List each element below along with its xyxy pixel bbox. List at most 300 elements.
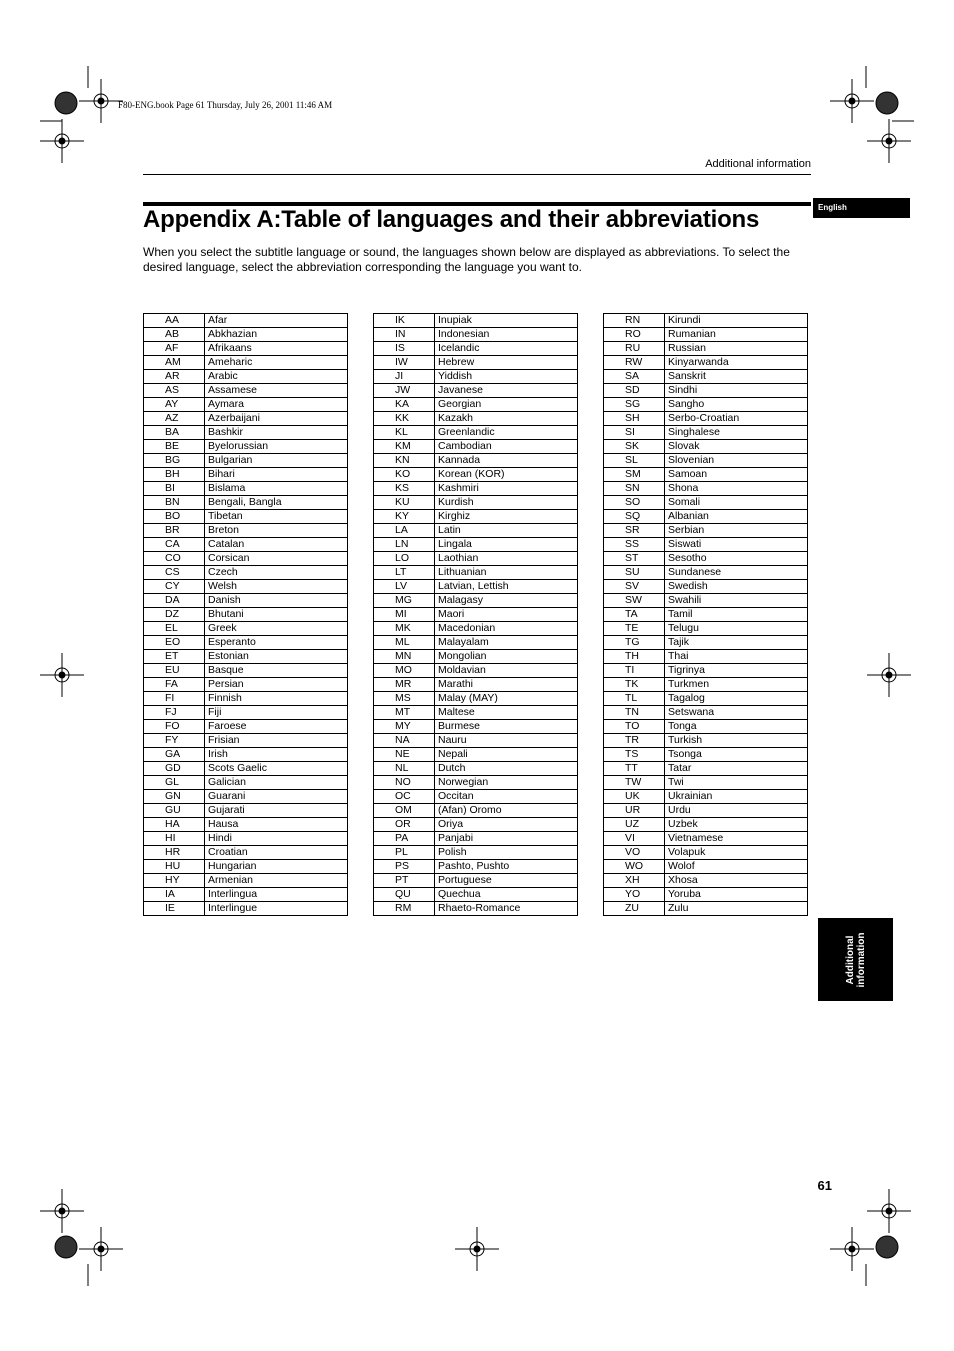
language-name: Twi <box>665 776 808 790</box>
language-name: Mongolian <box>435 650 578 664</box>
language-name: Sanskrit <box>665 370 808 384</box>
language-code: DZ <box>144 608 205 622</box>
language-name: Fiji <box>205 706 348 720</box>
language-name: Tagalog <box>665 692 808 706</box>
language-name: Kirghiz <box>435 510 578 524</box>
table-row <box>374 692 578 706</box>
table-row <box>604 594 808 608</box>
language-code: BE <box>144 440 205 454</box>
language-code: CA <box>144 538 205 552</box>
language-name: Russian <box>665 342 808 356</box>
language-code: AZ <box>144 412 205 426</box>
language-name: Galician <box>205 776 348 790</box>
table-row <box>604 888 808 902</box>
language-name: Wolof <box>665 860 808 874</box>
table-row <box>604 664 808 678</box>
language-name: Sesotho <box>665 552 808 566</box>
table-row <box>374 678 578 692</box>
language-name: Albanian <box>665 510 808 524</box>
language-code: LN <box>374 538 435 552</box>
language-name: Faroese <box>205 720 348 734</box>
language-code: UZ <box>604 818 665 832</box>
language-name: Rhaeto-Romance <box>435 902 578 916</box>
table-row <box>374 902 578 916</box>
language-name: Swahili <box>665 594 808 608</box>
table-row <box>144 384 348 398</box>
table-row <box>144 510 348 524</box>
language-code: DA <box>144 594 205 608</box>
table-row <box>144 538 348 552</box>
language-name: Yoruba <box>665 888 808 902</box>
language-name: Greek <box>205 622 348 636</box>
table-row <box>604 734 808 748</box>
language-code: EO <box>144 636 205 650</box>
table-row <box>604 510 808 524</box>
language-name: Indonesian <box>435 328 578 342</box>
language-name: Esperanto <box>205 636 348 650</box>
language-code: VO <box>604 846 665 860</box>
language-code: TE <box>604 622 665 636</box>
table-row <box>604 902 808 916</box>
table-row <box>144 860 348 874</box>
language-name: Telugu <box>665 622 808 636</box>
table-row <box>144 678 348 692</box>
table-row <box>144 762 348 776</box>
language-name: Lithuanian <box>435 566 578 580</box>
table-row <box>604 874 808 888</box>
language-code: NO <box>374 776 435 790</box>
language-code: PL <box>374 846 435 860</box>
language-code: NL <box>374 762 435 776</box>
language-name: Oriya <box>435 818 578 832</box>
language-name: Byelorussian <box>205 440 348 454</box>
language-code: RW <box>604 356 665 370</box>
language-code: FI <box>144 692 205 706</box>
language-name: Hebrew <box>435 356 578 370</box>
language-name: Malayalam <box>435 636 578 650</box>
language-code: GA <box>144 748 205 762</box>
language-code: TR <box>604 734 665 748</box>
table-row <box>604 552 808 566</box>
table-row <box>374 748 578 762</box>
table-row <box>144 608 348 622</box>
language-code: SH <box>604 412 665 426</box>
table-row <box>144 342 348 356</box>
language-code: LA <box>374 524 435 538</box>
table-row <box>604 692 808 706</box>
language-code: SQ <box>604 510 665 524</box>
language-code: GN <box>144 790 205 804</box>
table-row <box>374 776 578 790</box>
table-row <box>374 580 578 594</box>
language-name: Hungarian <box>205 860 348 874</box>
table-row <box>374 398 578 412</box>
table-row <box>374 860 578 874</box>
language-name: Tatar <box>665 762 808 776</box>
language-code: SR <box>604 524 665 538</box>
language-code: LT <box>374 566 435 580</box>
language-name: Panjabi <box>435 832 578 846</box>
language-code: AS <box>144 384 205 398</box>
language-code: AF <box>144 342 205 356</box>
language-name: Moldavian <box>435 664 578 678</box>
table-row <box>604 342 808 356</box>
table-row <box>144 370 348 384</box>
table-row <box>374 566 578 580</box>
table-row <box>374 496 578 510</box>
language-code: MS <box>374 692 435 706</box>
language-code: IK <box>374 314 435 328</box>
language-code: AM <box>144 356 205 370</box>
language-code: RM <box>374 902 435 916</box>
table-row <box>374 314 578 328</box>
table-row <box>144 748 348 762</box>
language-code: ET <box>144 650 205 664</box>
table-row <box>374 412 578 426</box>
language-code: SN <box>604 482 665 496</box>
language-code: BG <box>144 454 205 468</box>
table-row <box>374 762 578 776</box>
table-row <box>604 650 808 664</box>
language-name: Frisian <box>205 734 348 748</box>
language-code: TH <box>604 650 665 664</box>
language-name: Bhutani <box>205 608 348 622</box>
section-header: Additional information <box>705 158 811 170</box>
table-row <box>144 454 348 468</box>
language-code: IS <box>374 342 435 356</box>
language-code: CO <box>144 552 205 566</box>
table-row <box>374 384 578 398</box>
language-code: SG <box>604 398 665 412</box>
language-code: MI <box>374 608 435 622</box>
language-name: Cambodian <box>435 440 578 454</box>
table-row <box>374 664 578 678</box>
language-code: PA <box>374 832 435 846</box>
language-name: Sindhi <box>665 384 808 398</box>
table-row <box>374 426 578 440</box>
language-code: SD <box>604 384 665 398</box>
language-table-2 <box>373 313 578 916</box>
language-code: OM <box>374 804 435 818</box>
language-code: CS <box>144 566 205 580</box>
language-name: Catalan <box>205 538 348 552</box>
language-name: Lingala <box>435 538 578 552</box>
language-code: HA <box>144 818 205 832</box>
table-row <box>604 314 808 328</box>
language-name: Armenian <box>205 874 348 888</box>
language-code: MO <box>374 664 435 678</box>
registration-disc <box>876 92 898 114</box>
language-code: SU <box>604 566 665 580</box>
language-code: LO <box>374 552 435 566</box>
intro-paragraph: When you select the subtitle language or sound, the languages shown below are displayed as abbreviations. To select the desired language, select the abbreviation corresponding the language you want to. <box>143 245 790 274</box>
language-name: Slovak <box>665 440 808 454</box>
language-tab: English <box>813 198 910 218</box>
table-row <box>144 622 348 636</box>
table-row <box>374 510 578 524</box>
language-name: Pashto, Pushto <box>435 860 578 874</box>
table-row <box>374 482 578 496</box>
table-row <box>374 608 578 622</box>
language-name: Scots Gaelic <box>205 762 348 776</box>
language-name: Icelandic <box>435 342 578 356</box>
language-name: Latin <box>435 524 578 538</box>
language-name: Urdu <box>665 804 808 818</box>
table-row <box>604 454 808 468</box>
table-row <box>374 454 578 468</box>
language-code: BO <box>144 510 205 524</box>
language-name: Slovenian <box>665 454 808 468</box>
language-name: Bislama <box>205 482 348 496</box>
language-name: Assamese <box>205 384 348 398</box>
language-code: SK <box>604 440 665 454</box>
language-code: TK <box>604 678 665 692</box>
table-row <box>374 552 578 566</box>
table-row <box>604 538 808 552</box>
table-row <box>604 468 808 482</box>
table-row <box>374 804 578 818</box>
table-row <box>374 720 578 734</box>
language-code: LV <box>374 580 435 594</box>
language-code: KO <box>374 468 435 482</box>
language-code: SS <box>604 538 665 552</box>
language-code: SW <box>604 594 665 608</box>
language-name: Kannada <box>435 454 578 468</box>
language-name: Interlingua <box>205 888 348 902</box>
language-name: Croatian <box>205 846 348 860</box>
language-name: Hindi <box>205 832 348 846</box>
language-name: Maori <box>435 608 578 622</box>
language-name: Nauru <box>435 734 578 748</box>
table-row <box>144 874 348 888</box>
language-code: ZU <box>604 902 665 916</box>
language-name: Setswana <box>665 706 808 720</box>
language-code: BI <box>144 482 205 496</box>
language-name: Bashkir <box>205 426 348 440</box>
table-row <box>604 720 808 734</box>
language-name: Xhosa <box>665 874 808 888</box>
table-row <box>604 524 808 538</box>
table-row <box>144 832 348 846</box>
language-code: PT <box>374 874 435 888</box>
language-name: Burmese <box>435 720 578 734</box>
language-code: TA <box>604 608 665 622</box>
table-row <box>604 762 808 776</box>
table-row <box>374 650 578 664</box>
language-name: Volapuk <box>665 846 808 860</box>
table-row <box>604 636 808 650</box>
table-row <box>604 706 808 720</box>
language-code: SL <box>604 454 665 468</box>
language-name: Kurdish <box>435 496 578 510</box>
language-code: IE <box>144 902 205 916</box>
language-code: SM <box>604 468 665 482</box>
language-code: NE <box>374 748 435 762</box>
language-name: Afar <box>205 314 348 328</box>
language-name: Uzbek <box>665 818 808 832</box>
table-row <box>374 468 578 482</box>
language-code: ST <box>604 552 665 566</box>
language-name: Somali <box>665 496 808 510</box>
language-code: ML <box>374 636 435 650</box>
language-code: FO <box>144 720 205 734</box>
language-name: Maltese <box>435 706 578 720</box>
language-name: Finnish <box>205 692 348 706</box>
table-row <box>604 384 808 398</box>
language-name: Tonga <box>665 720 808 734</box>
language-code: QU <box>374 888 435 902</box>
language-name: Samoan <box>665 468 808 482</box>
language-name: Vietnamese <box>665 832 808 846</box>
table-row <box>604 860 808 874</box>
language-code: MG <box>374 594 435 608</box>
language-name: Bulgarian <box>205 454 348 468</box>
language-code: RO <box>604 328 665 342</box>
table-row <box>144 440 348 454</box>
table-row <box>144 720 348 734</box>
language-name: Turkish <box>665 734 808 748</box>
page-title: Appendix A:Table of languages and their abbreviations <box>143 206 760 233</box>
table-row <box>374 706 578 720</box>
language-code: KA <box>374 398 435 412</box>
header-rule <box>143 174 811 175</box>
language-name: Azerbaijani <box>205 412 348 426</box>
language-name: Sangho <box>665 398 808 412</box>
table-row <box>604 678 808 692</box>
language-code: SI <box>604 426 665 440</box>
language-name: Rumanian <box>665 328 808 342</box>
language-name: Afrikaans <box>205 342 348 356</box>
language-name: Tajik <box>665 636 808 650</box>
table-row <box>604 440 808 454</box>
table-row <box>144 692 348 706</box>
table-row <box>374 818 578 832</box>
language-code: BA <box>144 426 205 440</box>
language-name: Inupiak <box>435 314 578 328</box>
table-row <box>144 636 348 650</box>
table-row <box>374 846 578 860</box>
language-code: TL <box>604 692 665 706</box>
language-name: Irish <box>205 748 348 762</box>
table-row <box>374 440 578 454</box>
language-code: RN <box>604 314 665 328</box>
table-row <box>604 608 808 622</box>
table-row <box>604 804 808 818</box>
table-row <box>144 496 348 510</box>
language-name: Abkhazian <box>205 328 348 342</box>
language-name: Persian <box>205 678 348 692</box>
language-name: Ameharic <box>205 356 348 370</box>
language-name: Kinyarwanda <box>665 356 808 370</box>
table-row <box>374 538 578 552</box>
language-name: Singhalese <box>665 426 808 440</box>
table-row <box>144 412 348 426</box>
language-code: MK <box>374 622 435 636</box>
language-code: KL <box>374 426 435 440</box>
table-row <box>374 356 578 370</box>
table-row <box>604 356 808 370</box>
language-code: IN <box>374 328 435 342</box>
language-code: IW <box>374 356 435 370</box>
language-code: TT <box>604 762 665 776</box>
language-name: Laothian <box>435 552 578 566</box>
language-table-3 <box>603 313 808 916</box>
language-code: CY <box>144 580 205 594</box>
table-row <box>374 636 578 650</box>
table-row <box>374 594 578 608</box>
language-code: KY <box>374 510 435 524</box>
table-row <box>144 524 348 538</box>
language-name: Tibetan <box>205 510 348 524</box>
language-name: Latvian, Lettish <box>435 580 578 594</box>
language-code: TG <box>604 636 665 650</box>
table-row <box>374 874 578 888</box>
table-row <box>144 818 348 832</box>
table-row <box>144 482 348 496</box>
language-code: SA <box>604 370 665 384</box>
side-tab-label: Additional information <box>844 932 867 987</box>
table-row <box>144 734 348 748</box>
language-name: Yiddish <box>435 370 578 384</box>
language-code: MY <box>374 720 435 734</box>
language-name: Hausa <box>205 818 348 832</box>
language-code: BN <box>144 496 205 510</box>
language-code: KS <box>374 482 435 496</box>
table-row <box>604 580 808 594</box>
language-code: GD <box>144 762 205 776</box>
language-name: Zulu <box>665 902 808 916</box>
language-code: AA <box>144 314 205 328</box>
table-row <box>144 426 348 440</box>
language-code: KK <box>374 412 435 426</box>
table-row <box>374 328 578 342</box>
language-code: TN <box>604 706 665 720</box>
language-code: AR <box>144 370 205 384</box>
language-code: AY <box>144 398 205 412</box>
language-name: Portuguese <box>435 874 578 888</box>
table-row <box>604 328 808 342</box>
language-code: RU <box>604 342 665 356</box>
language-code: MR <box>374 678 435 692</box>
language-code: PS <box>374 860 435 874</box>
table-row <box>374 342 578 356</box>
language-name: Aymara <box>205 398 348 412</box>
language-code: HI <box>144 832 205 846</box>
language-name: Kirundi <box>665 314 808 328</box>
language-name: Tsonga <box>665 748 808 762</box>
language-name: Bihari <box>205 468 348 482</box>
language-table-1 <box>143 313 348 916</box>
language-code: TW <box>604 776 665 790</box>
language-name: Corsican <box>205 552 348 566</box>
language-name: Marathi <box>435 678 578 692</box>
language-name: Norwegian <box>435 776 578 790</box>
registration-disc <box>55 1236 77 1258</box>
language-code: IA <box>144 888 205 902</box>
language-code: MN <box>374 650 435 664</box>
language-name: Serbo-Croatian <box>665 412 808 426</box>
language-code: EU <box>144 664 205 678</box>
language-name: Nepali <box>435 748 578 762</box>
language-code: WO <box>604 860 665 874</box>
language-code: SO <box>604 496 665 510</box>
language-name: Javanese <box>435 384 578 398</box>
language-code: FY <box>144 734 205 748</box>
language-name: Welsh <box>205 580 348 594</box>
side-section-tab <box>818 918 893 1001</box>
table-row <box>604 426 808 440</box>
table-row <box>144 314 348 328</box>
